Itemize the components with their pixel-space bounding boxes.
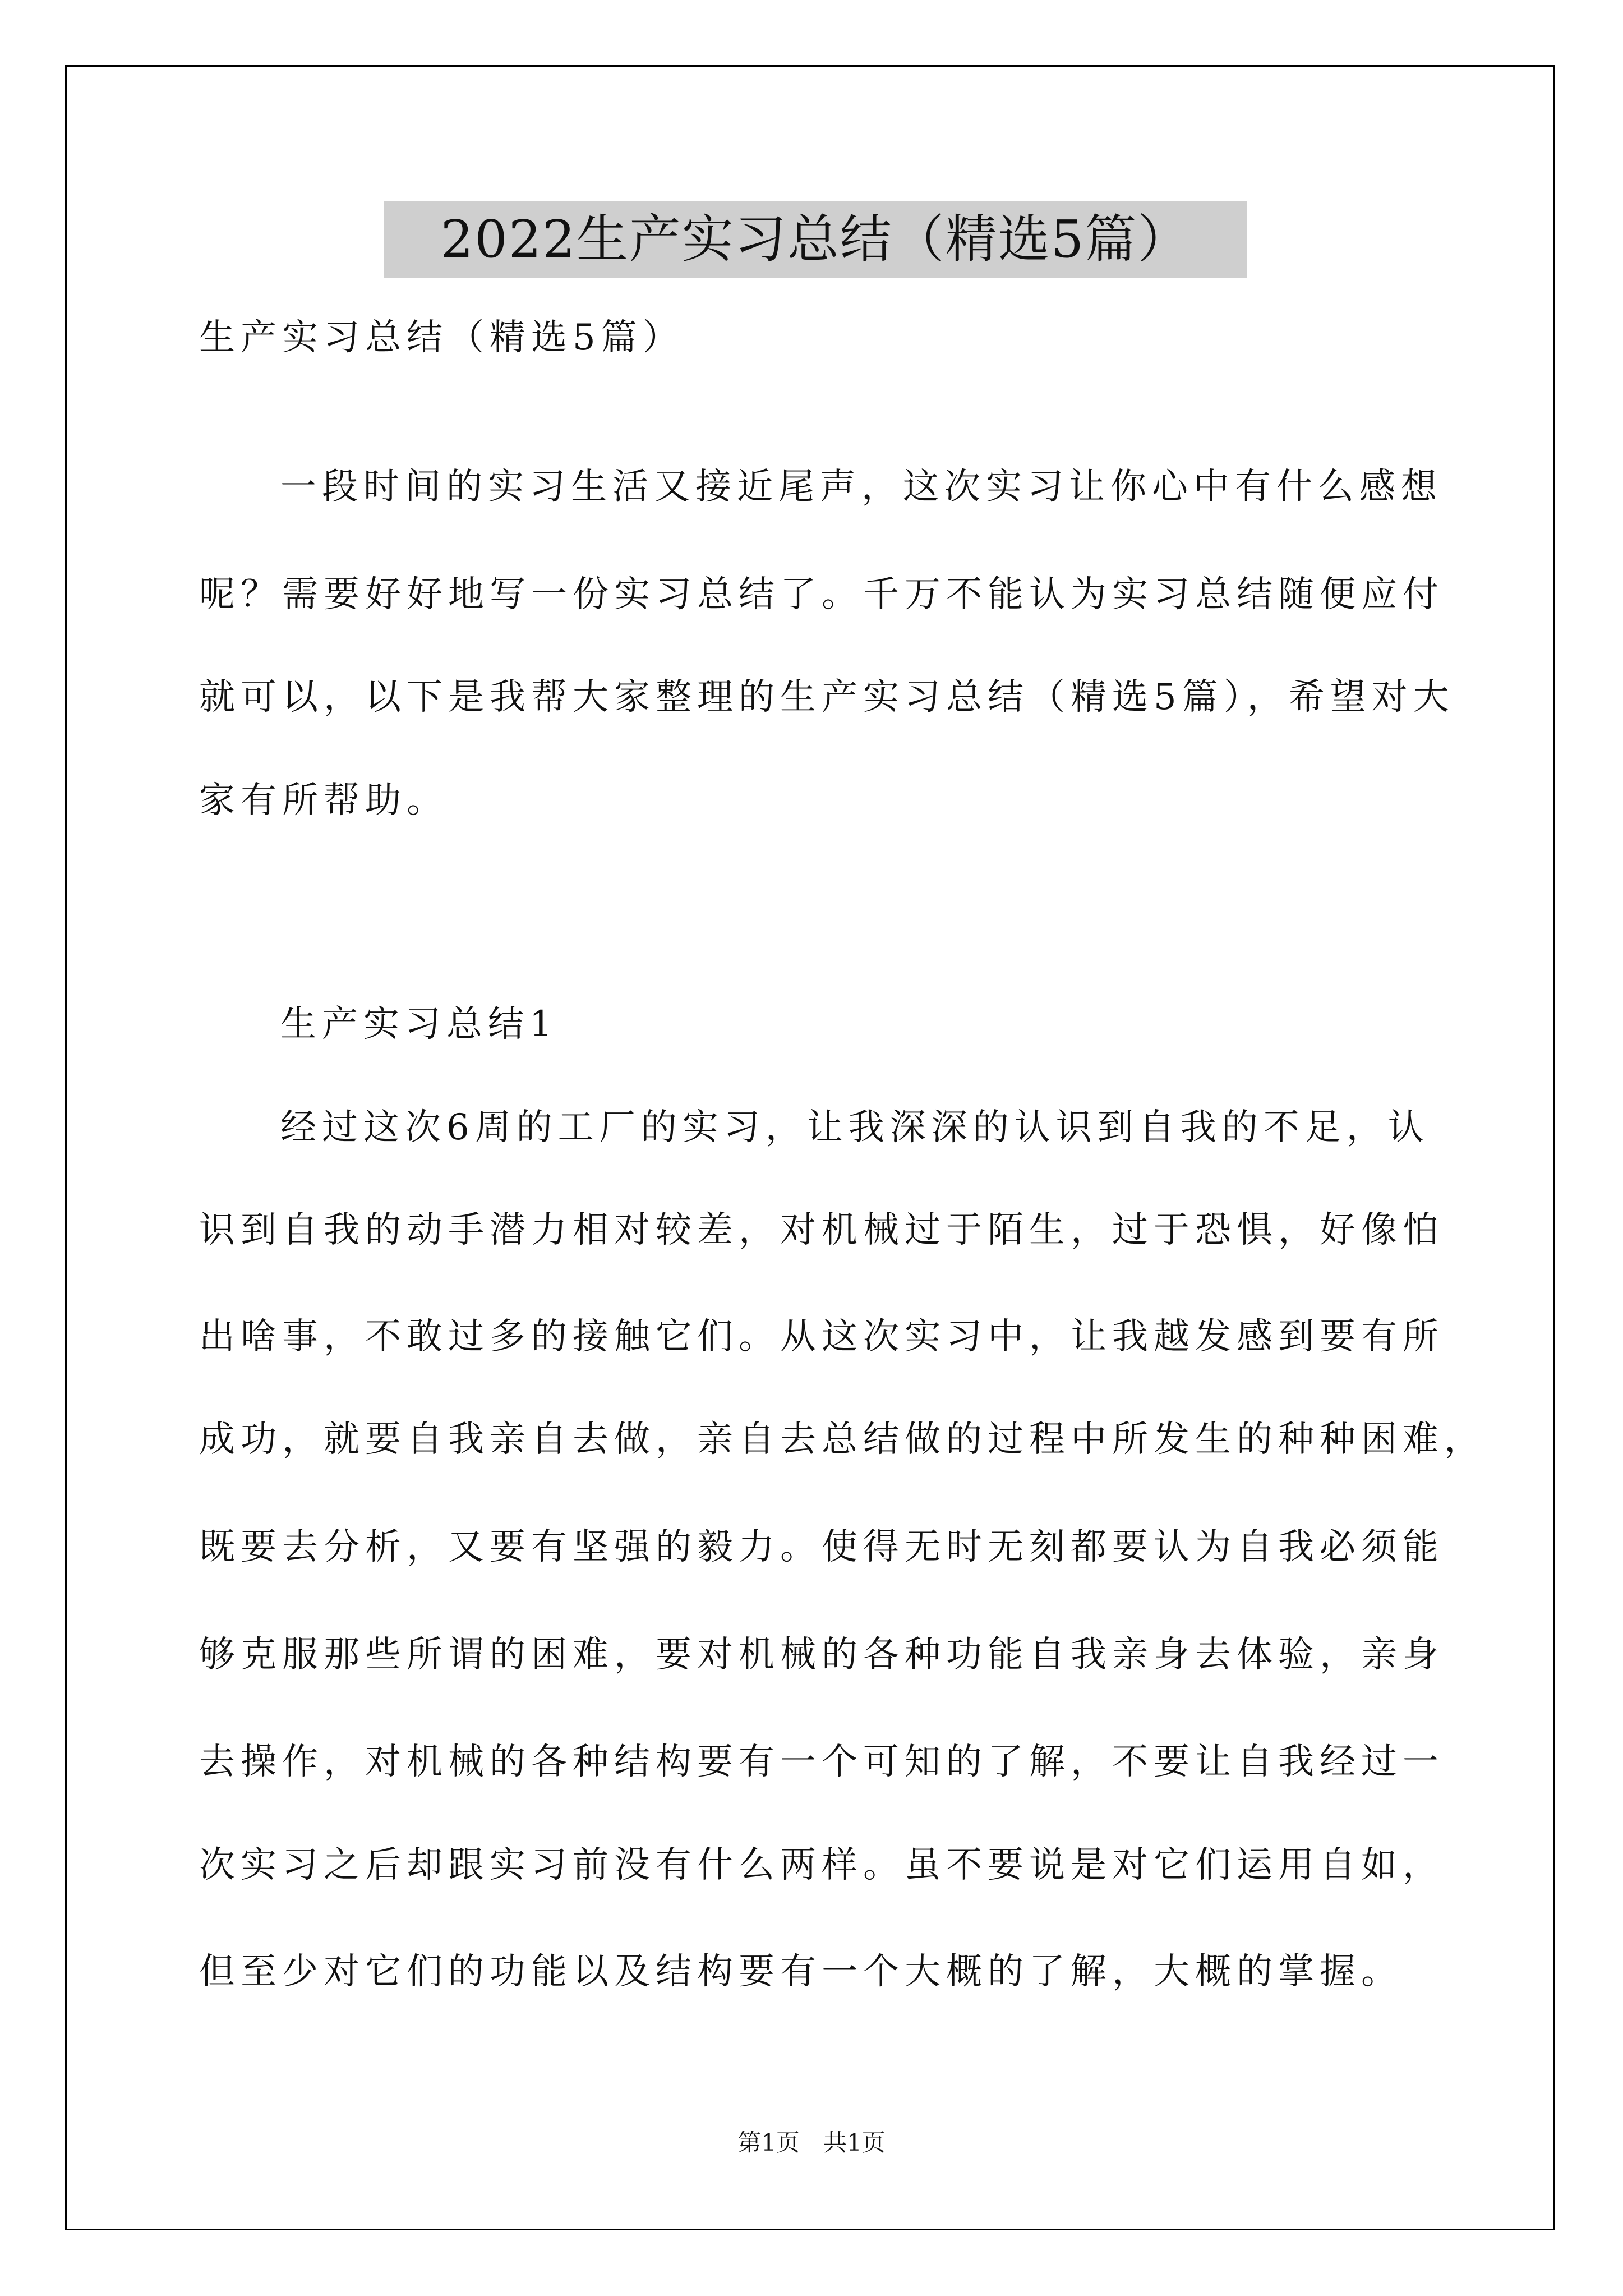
body-line: 够克服那些所谓的困难，要对机械的各种功能自我亲身去体验，亲身: [199, 1634, 1444, 1676]
document-subtitle: 生产实习总结（精选5篇）: [199, 317, 684, 358]
intro-line: 就可以，以下是我帮大家整理的生产实习总结（精选5篇），希望对大: [199, 677, 1455, 718]
intro-line: 呢？需要好好地写一份实习总结了。千万不能认为实习总结随便应付: [199, 574, 1444, 615]
body-line: 出啥事，不敢过多的接触它们。从这次实习中，让我越发感到要有所: [199, 1316, 1444, 1358]
body-line: 但至少对它们的功能以及结构要有一个大概的了解，大概的掌握。: [199, 1951, 1403, 1993]
body-line: 成功，就要自我亲自去做，亲自去总结做的过程中所发生的种种困难，: [199, 1419, 1486, 1460]
body-line: 经过这次6周的工厂的实习，让我深深的认识到自我的不足，认: [280, 1107, 1430, 1148]
section-heading: 生产实习总结1: [280, 1004, 558, 1045]
page-footer: 第1页 共1页: [737, 2129, 886, 2156]
intro-line: 家有所帮助。: [199, 780, 448, 821]
intro-line: 一段时间的实习生活又接近尾声，这次实习让你心中有什么感想: [280, 466, 1442, 508]
body-line: 次实习之后却跟实习前没有什么两样。虽不要说是对它们运用自如，: [199, 1844, 1444, 1886]
body-line: 既要去分析，又要有坚强的毅力。使得无时无刻都要认为自我必须能: [199, 1526, 1444, 1568]
document-title: 2022生产实习总结（精选5篇）: [384, 201, 1247, 278]
body-line: 去操作，对机械的各种结构要有一个可知的了解，不要让自我经过一: [199, 1741, 1444, 1783]
body-line: 识到自我的动手潜力相对较差，对机械过于陌生，过于恐惧，好像怕: [199, 1209, 1444, 1251]
